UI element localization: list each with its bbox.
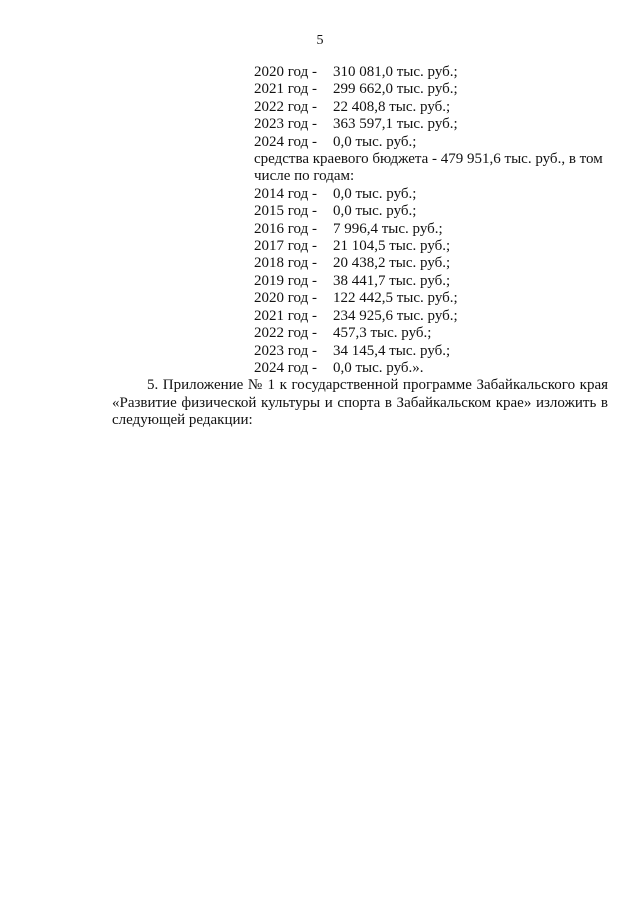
paragraph-5: 5. Приложение № 1 к государственной программе Забайкальского края «Развитие физической культуры и спорта в Забайкальском крае» изложить в следующей редакции: (112, 377, 608, 429)
funding-row (254, 238, 608, 255)
funding-amount: 0,0 тыс. руб.; (333, 203, 417, 220)
funding-row (254, 186, 608, 203)
funding-amount: 122 442,5 тыс. руб.; (333, 290, 458, 307)
funding-amount: 0,0 тыс. руб.; (333, 185, 417, 202)
funding-row (254, 203, 608, 220)
funding-amount: 0,0 тыс. руб.». (333, 359, 424, 376)
funding-year: 2024 год - (254, 359, 317, 376)
funding-year: 2024 год - (254, 133, 317, 150)
funding-row (254, 325, 608, 342)
funding-year: 2017 год - (254, 238, 317, 255)
funding-year: 2022 год - (254, 98, 317, 115)
funding-amount: 363 597,1 тыс. руб.; (333, 116, 458, 133)
funding-amount: 457,3 тыс. руб.; (333, 325, 432, 342)
funding-year: 2023 год - (254, 342, 317, 359)
funding-row (254, 81, 608, 98)
funding-year: 2014 год - (254, 185, 317, 202)
funding-row (254, 343, 608, 360)
funding-year: 2016 год - (254, 220, 317, 237)
funding-row (254, 308, 608, 325)
funding-amount: 38 441,7 тыс. руб.; (333, 272, 451, 289)
funding-amount: 22 408,8 тыс. руб.; (333, 98, 451, 115)
funding-list-part2 (254, 186, 608, 377)
funding-row (254, 255, 608, 272)
funding-list-part1 (254, 64, 608, 151)
funding-year: 2018 год - (254, 255, 317, 272)
funding-year: 2020 год - (254, 290, 317, 307)
funding-year: 2015 год - (254, 203, 317, 220)
funding-amount: 7 996,4 тыс. руб.; (333, 220, 443, 237)
funding-amount: 310 081,0 тыс. руб.; (333, 64, 458, 80)
funding-year: 2023 год - (254, 116, 317, 133)
funding-row (254, 134, 608, 151)
funding-amount: 234 925,6 тыс. руб.; (333, 307, 458, 324)
funding-row (254, 116, 608, 133)
funding-year: 2020 год - (254, 64, 317, 80)
funding-row (254, 64, 608, 81)
page-number: 5 (316, 33, 324, 48)
funding-year: 2021 год - (254, 81, 317, 98)
funding-row (254, 99, 608, 116)
funding-row (254, 290, 608, 307)
funding-amount: 34 145,4 тыс. руб.; (333, 342, 451, 359)
document-body (112, 64, 608, 445)
funding-year: 2019 год - (254, 272, 317, 289)
funding-amount: 21 104,5 тыс. руб.; (333, 238, 451, 255)
funding-row (254, 221, 608, 238)
funding-amount: 299 662,0 тыс. руб.; (333, 81, 458, 98)
funding-year: 2021 год - (254, 307, 317, 324)
funding-row (254, 273, 608, 290)
funding-amount: 20 438,2 тыс. руб.; (333, 255, 451, 272)
regional-budget-text: средства краевого бюджета - 479 951,6 тыс. руб., в том числе по годам: (254, 151, 603, 185)
funding-row (254, 360, 608, 377)
funding-amount: 0,0 тыс. руб.; (333, 133, 417, 150)
funding-year: 2022 год - (254, 325, 317, 342)
